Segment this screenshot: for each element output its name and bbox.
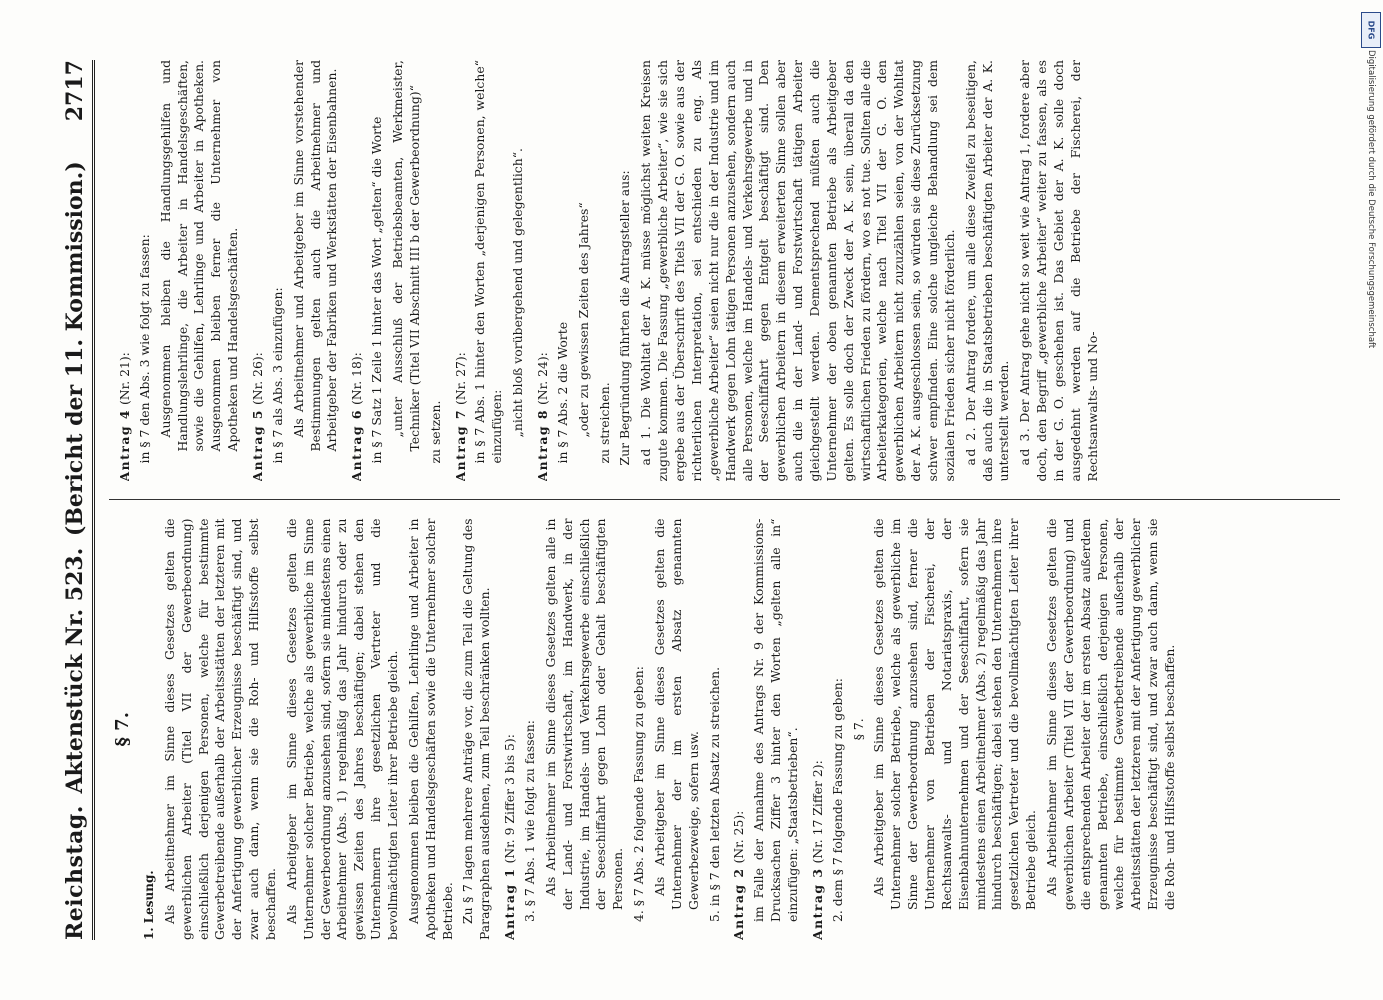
antrag-item: in § 7 Satz 1 Zeile 1 hinter das Wort „gelten“ die Worte [369,116,385,464]
ad-label: ad 3. [1017,426,1033,466]
antrag-label: Antrag 7 [452,408,468,482]
ad-text: Der Antrag fordere, um alle diese Zweifel zu beseitigen, daß auch die in Staatsbetrieben beschäftigten Arbeiter der A. K. unterstellt werden. [962,60,1012,482]
antrag-ref: (Nr. 21): [117,352,132,406]
antrag-item: in § 7 Abs. 1 hinter den Worten „derjenigen Personen, welche“ einzufügen: [472,60,505,464]
text-columns [109,60,1340,940]
antrag-text: im Falle der Annahme des Antrags Nr. 9 der Kommissions-Drucksachen Ziffer 3 hinter den Worten „gelten alle in“ einzufügen: „Staatsbetrieben“. [751,518,800,922]
antrag-label: Antrag 4 [117,408,132,482]
ad-paragraph [1017,60,1101,482]
dfg-logo-text: DFG [1366,20,1376,40]
ad-label: ad 1. [638,424,654,466]
reading-label: 1. Lesung. [142,870,157,940]
antrag-quote: „nicht bloß vorübergehend und gelegentlich“. [510,148,526,438]
ad-paragraph [963,60,1014,482]
antrag-3-heading [810,519,827,941]
antrag-label: Antrag 8 [535,408,551,482]
antrag-ref: (Nr. 17 Ziffer 2): [809,760,825,864]
paragraph: Als Arbeitnehmer im Sinne dieses Gesetzes gelten die gewerblichen Arbeiter (Titel VII der Gewerbeordnung) einschließlich derjenigen Personen, welche für bestimmte Gewerbetreibende außerhalb der Arbeitsstätten der letzteren mit der Anfertigung gewerblicher Erzeugnisse beschäftigt sind, und zwar auch dann, wenn sie die Roh- und Hilfsstoffe selbst beschaffen. [161,518,278,940]
left-column [109,519,1340,941]
antrag-ref: (Nr. 27): [452,352,468,406]
page-body [62,60,1343,940]
antrag-quote: „unter Ausschluß der Betriebsbeamten, Werkmeister, Techniker (Titel VII Abschnitt III b der Gewerbeordnung)“ [390,60,422,452]
antrag-item: 3. § 7 Abs. 1 wie folgt zu fassen: [521,720,537,922]
antrag-text: Ausgenommen bleiben die Handlungsgehilfen und Handlungslehrlinge, die Arbeiter in Handelsgeschäften, sowie die Gehilfen, Lehrlinge und Arbeiter in Apotheken. Ausgenommen bleiben ferner die Unternehmer von Apotheken und Handelsgeschäften. [157,60,241,452]
antrag-item: in § 7 Abs. 2 die Worte [554,321,570,464]
paragraph: Zur Begründung führten die Antragsteller aus: [617,170,633,466]
antrag-item: 2. dem § 7 folgende Fassung zu geben: [829,678,845,922]
antrag-text: Als Arbeitnehmer im Sinne dieses Gesetzes gelten die gewerblichen Arbeiter (Titel VII der Gewerbeordnung) und die entsprechenden Arbeiter der im ersten Absatz außerdem genannten Betriebe, einschließlich derjenigen Personen, welche für bestimmte Gewerbetreibende außerhalb der Arbeitsstätten der letzteren mit der Anfertigung gewerblicher Erzeugnisse beschäftigt sind, und zwar auch dann, wenn sie die Roh- und Hilfsstoffe selbst beschaffen. [1044,518,1178,910]
header-report-title: (Bericht der 11. Kommission.) [62,161,88,537]
right-column [109,60,1340,482]
antrag-text: Als Arbeitgeber im Sinne dieses Gesetzes gelten die Unternehmer der im ersten Absatz genannten Gewerbezweige, sofern usw. [651,518,701,910]
header-aktenstueck: Aktenstück Nr. 523. [62,547,88,794]
ad-paragraph [638,60,958,482]
antrag-item: zu streichen. [596,382,612,464]
antrag-6-heading [349,60,366,482]
page-number: 2717 [62,60,88,122]
paragraph: Ausgenommen bleiben die Gehilfen, Lehrlinge und Arbeiter in Apotheken und Handelsgeschäften sowie die Unternehmer solcher Betriebe. [405,518,455,940]
header-reichstag: Reichstag. [62,805,88,940]
ad-text: Der Antrag gehe nicht so weit wie Antrag 1, fordere aber doch, den Begriff „gewerbliche Arbeiter“ weiter zu fassen, als es in der G. O. geschehen ist. Das Gebiet der A. K. solle doch ausgedehnt werden auf die Betriebe der Fischerei, der Rechtsanwalts- und No- [1017,60,1100,482]
section-heading-small: § 7. [850,718,866,741]
antrag-7-heading [453,60,470,482]
antrag-8-heading [535,60,552,482]
dfg-logo [1361,12,1381,48]
header-right [62,60,88,536]
digitization-credit [1360,10,1382,990]
antrag-label: Antrag 1 [502,867,518,940]
antrag-ref: (Nr. 9 Ziffer 3 bis 5): [502,734,518,864]
antrag-text: Als Arbeitnehmer und Arbeitgeber im Sinne vorstehender Bestimmungen gelten auch die Arbeitnehmer und Arbeitgeber der Fabriken und Werkstätten der Eisenbahnen. [290,60,340,452]
column-divider [109,500,1340,501]
antrag-2-heading [731,519,748,941]
antrag-5-heading [250,60,267,482]
paragraph: Als Arbeitgeber im Sinne dieses Gesetzes gelten die Unternehmer solcher Betriebe, welche als gewerbliche im Sinne der Gewerbeordnung anzusehen sind, sofern sie mindestens einen Arbeitnehmer (Abs. 1) regelmäßig das Jahr hindurch oder zu gewissen Zeiten des Jahres beschäftigen; dabei stehen den Unternehmern ihre gesetzlichen Vertreter und die bevollmächtigten Leiter ihrer Betriebe gleich. [283,518,400,940]
antrag-1-heading [502,519,519,941]
page-header [62,60,95,940]
antrag-item: 5. in § 7 den letzten Absatz zu streichen. [706,666,722,922]
antrag-item: in § 7 den Abs. 3 wie folgt zu fassen: [136,234,152,464]
section-heading: § 7. [112,712,133,747]
antrag-ref: (Nr. 18): [349,352,365,406]
antrag-label: Antrag 6 [349,408,365,482]
antrag-item: in § 7 als Abs. 3 einzufügen: [269,287,285,464]
credit-text: Digitalisierung gefördert durch die Deutsche Forschungsgemeinschaft [1366,50,1376,349]
antrag-ref: (Nr. 24): [535,352,551,406]
antrag-item: zu setzen. [427,400,443,464]
antrag-text: Als Arbeitgeber im Sinne dieses Gesetzes gelten die Unternehmer solcher Betriebe, welche als gewerbliche im Sinne der Gewerbeordnung anzusehen sind, ferner die Unternehmer von Betrieben der Fischerei, der Rechtsanwalts- und Notariatspraxis, der Eisenbahnunternehmen und der Seeschiffahrt, sofern sie mindestens einen Arbeitnehmer (Abs. 2) regelmäßig das Jahr hindurch beschäftigen; dabei stehen den Unternehmern ihre gesetzlichen Vertreter und die bevollmächtigten Leiter ihrer Betriebe gleich. [871,518,1039,910]
paragraph: Zu § 7 lagen mehrere Anträge vor, die zum Teil die Geltung des Paragraphen ausdehnen, zum Teil beschränken wollten. [460,518,493,940]
antrag-ref: (Nr. 26): [250,352,266,406]
antrag-4-heading [117,60,134,482]
antrag-label: Antrag 2 [731,867,747,940]
antrag-label: Antrag 3 [809,867,825,940]
antrag-quote: „oder zu gewissen Zeiten des Jahres“ [575,202,591,438]
antrag-label: Antrag 5 [250,408,266,482]
ad-text: Die Wohltat der A. K. müsse möglichst weiten Kreisen zugute kommen. Die Fassung „gewerbliche Arbeiter“, wie sie sich ergebe aus der Überschrift des Titels VII der G. O. sowie aus der richterlichen Interpretation, sei entschieden zu eng. Als „gewerbliche Arbeiter“ seien nicht nur die in der Industrie und im Handwerk gegen Lohn tätigen Personen anzusehen, sondern auch alle Personen, welche im Handels- und Verkehrsgewerbe und in der Seeschiffahrt gegen Entgelt beschäftigt sind. Den gewerblichen Arbeitern in diesem erweiterten Sinne sollen aber auch die in der Land- und Forstwirtschaft tätigen Arbeiter gleichgestellt werden. Dementsprechend müßten auch die Unternehmer der oben genannten Betriebe als Arbeitgeber gelten. Es solle doch der Zweck der A. K. sein, überall da den wirtschaftlichen Frieden zu fördern, wo es not tue. Sollten alle die Arbeiterkategorien, welche nach Titel VII der G. O. den gewerblichen Arbeitern nicht zuzuzählen seien, von der Wohltat der A. K. ausgeschlossen sein, so würden sie diese Zurücksetzung schwer empfinden. Eine solche ungleiche Behandlung sei dem sozialen Frieden sicher nicht förderlich. [638,60,957,482]
antrag-text: Als Arbeitnehmer im Sinne dieses Gesetzes gelten alle in der Land- und Forstwirtschaft, im Handwerk, in der Industrie, im Handels- und Verkehrsgewerbe einschließlich der Seeschiffahrt gegen Lohn oder Gehalt beschäftigten Personen. [542,518,626,910]
antrag-item: 4. § 7 Abs. 2 folgende Fassung zu geben: [631,666,647,922]
antrag-ref: (Nr. 25): [731,810,747,864]
ad-label: ad 2. [962,425,978,466]
